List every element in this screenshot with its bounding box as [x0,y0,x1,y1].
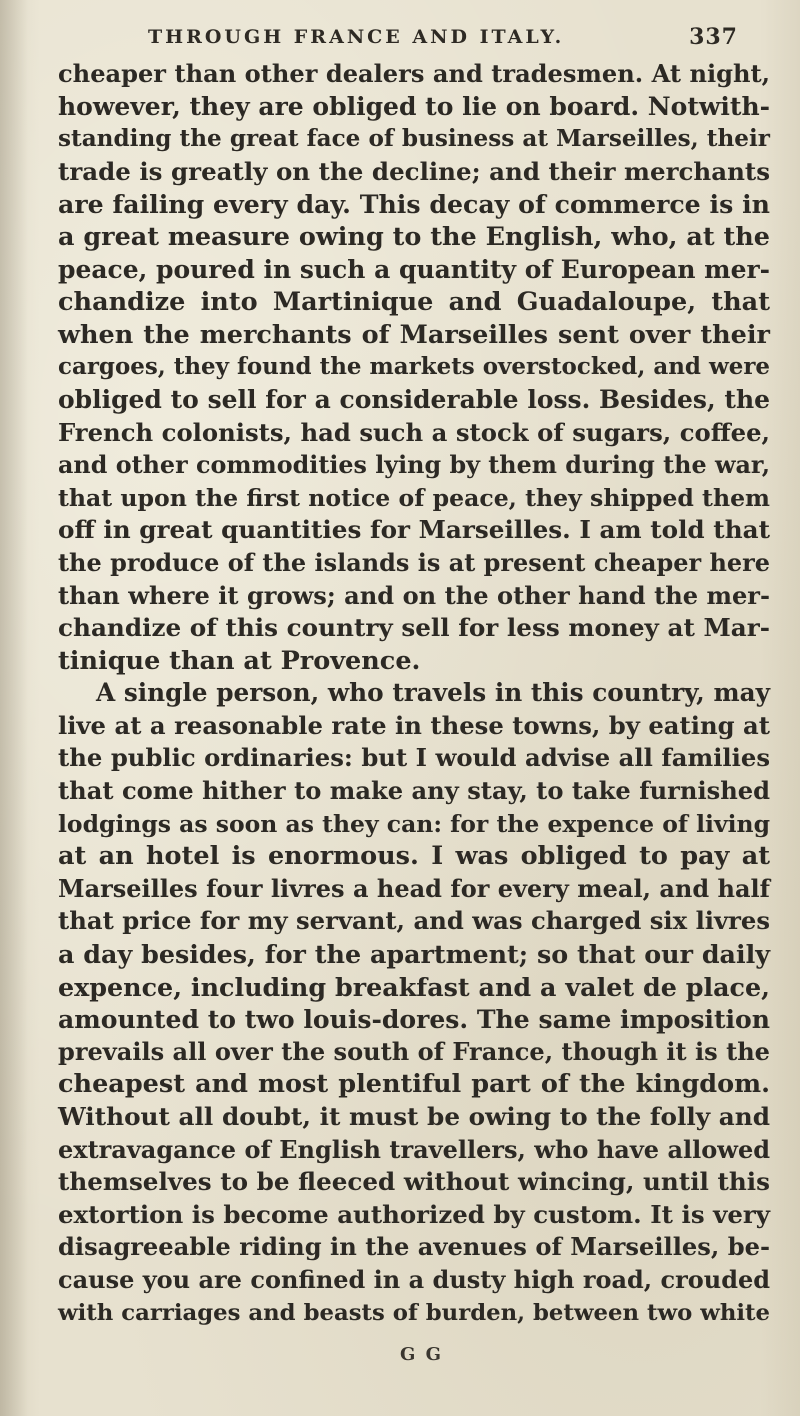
text-line: when the merchants of Marseilles sent over their [58,319,770,350]
text-line: than where it grows; and on the other hand the mer- [58,580,770,610]
text-line: expence, including breakfast and a valet de place, [58,971,770,1002]
text-line: obliged to sell for a considerable loss. Besides, the [58,384,770,414]
text-line: amounted to two louis-dores. The same imposition [58,1004,770,1035]
gutter-shadow [0,0,28,1416]
text-line: the public ordinaries: but I would advise all families [58,743,770,773]
text-line: French colonists, had such a stock of sugars, coffee, [58,417,770,447]
text-line: at an hotel is enormous. I was obliged to pay at [58,841,770,872]
text-line: and other commodities lying by them during the war, [58,451,770,480]
text-line: chandize into Martinique and Guadaloupe, that [58,287,770,318]
text-line: Without all doubt, it must be owing to the folly and [58,1102,770,1131]
text-line: off in great quantities for Marseilles. I am told that [58,515,770,545]
text-line: themselves to be fleeced without wincing, until this [58,1167,770,1197]
text-line: peace, poured in such a quantity of European mer- [58,254,770,284]
page-number: 337 [689,24,738,50]
text-line: a great measure owing to the English, who, at the [58,221,770,252]
text-line-paragraph-start: A single person, who travels in this country, may [96,678,770,708]
text-line: disagreeable riding in the avenues of Marseilles, be- [58,1232,770,1262]
text-line: prevails all over the south of France, though it is the [58,1036,770,1066]
text-line: with carriages and beasts of burden, between two white [58,1299,770,1326]
text-line: trade is greatly on the decline; and their merchants [58,156,770,186]
text-line: the produce of the islands is at present cheaper here [58,548,770,577]
text-line: however, they are obliged to lie on board. Notwith- [58,91,770,121]
running-head [148,26,738,56]
text-line: standing the great face of business at Marseilles, their [58,125,770,153]
running-head-title: THROUGH FRANCE AND ITALY. [148,26,565,48]
text-line: are failing every day. This decay of commerce is in [58,189,770,220]
text-line: a day besides, for the apartment; so that our daily [58,939,770,970]
text-line: extravagance of English travellers, who have allowed [58,1134,770,1164]
text-line: live at a reasonable rate in these towns, by eating at [58,710,770,740]
text-line: that price for my servant, and was charged six livres [58,906,770,936]
text-line-paragraph-end: tinique than at Provence. [58,645,421,676]
text-line: cause you are confined in a dusty high road, crouded [58,1264,770,1294]
text-line: that upon the first notice of peace, they shipped them [58,483,770,512]
text-line: chandize of this country sell for less money at Mar- [58,613,770,643]
text-line: cheapest and most plentiful part of the kingdom. [58,1069,770,1100]
signature-mark: G G [400,1344,444,1365]
text-line: that come hither to make any stay, to take furnished [58,776,770,806]
text-line: extortion is become authorized by custom. It is very [58,1199,770,1229]
text-line: cargoes, they found the markets overstocked, and were [58,353,770,381]
body-text [58,58,770,1329]
text-line: Marseilles four livres a head for every meal, and half [58,873,770,903]
text-line: lodgings as soon as they can: for the expence of living [58,809,770,838]
text-line: cheaper than other dealers and tradesmen. At night, [58,59,770,88]
